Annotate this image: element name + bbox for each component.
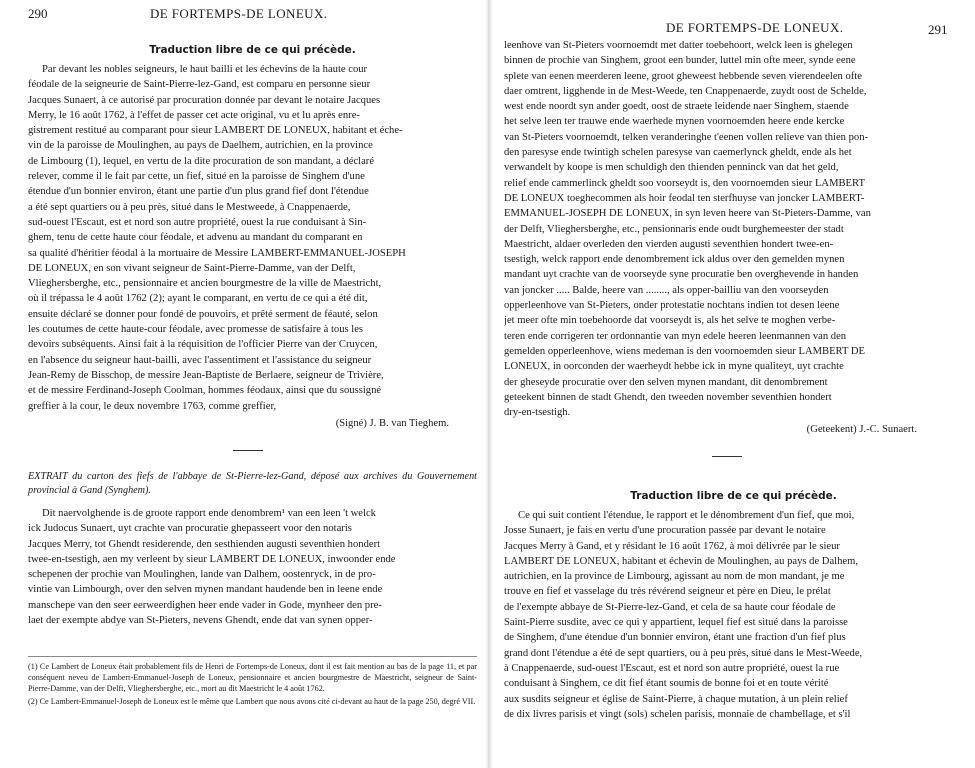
- left-running-head: DE FORTEMPS-DE LONEUX.: [150, 6, 328, 21]
- left-paragraph-1-line: les coutumes de cette haute-cour féodale, avec promesse de satisfaire à tous les: [28, 324, 364, 336]
- left-paragraph-2-line: schepenen der prochie van Moulinghen, lande van Dalhem, oostenryck, in de pro-: [28, 569, 376, 581]
- left-paragraph-1-line: DE LONEUX, en son vivant seigneur de Saint-Pierre-Damme, van der Delft,: [28, 262, 356, 274]
- left-paragraph-1-line: et de messire Ferdinand-Joseph Coolman, hommes féodaux, ainsi que du soussigné: [28, 385, 382, 397]
- right-paragraph-2-line: aux susdits seigneur et église de Saint-Pierre, à chaque mutation, à un plein relief: [504, 693, 848, 705]
- section-divider-right: [712, 456, 742, 457]
- left-paragraph-1-line: Par devant les nobles seigneurs, le haut bailli et les échevins de la haute cour: [42, 64, 368, 75]
- right-paragraph-2-line: de dix livres parisis et vingt (sols) schelen parisis, monnaie de chambellage, et s'il: [504, 708, 851, 720]
- left-paragraph-2-line: manschepe van den seer eerweerdighen heer ende vader in Gode, mynheer den pre-: [28, 599, 382, 611]
- extract-title: EXTRAIT du carton des fiefs de l'abbaye de St-Pierre-lez-Gand, déposé aux archives du Gouvernement provincial à Gand (Synghem).: [28, 471, 477, 496]
- left-paragraph-2: [28, 506, 477, 628]
- footnote-rule: [28, 656, 477, 657]
- right-paragraph-2-line: Jacques Merry à Gand, et y résidant le 16 août 1762, à moi délivrée par le sieur: [504, 540, 840, 552]
- left-paragraph-1-line: étendue d'un bonnier environ, étant une partie d'un plus grand fief dont l'étendue: [28, 186, 369, 198]
- right-paragraph-1-line: tsestigh, welck rapport ende denombrement ick aldus over den gemelden mynen: [504, 254, 845, 266]
- right-paragraph-1-line: binnen de prochie van Singhem, groot een bunder, luttel min ofte meer, synde eene: [504, 55, 856, 67]
- right-paragraph-2-line: Ce qui suit contient l'étendue, le rapport et le dénombrement d'un fief, que moi,: [518, 510, 855, 521]
- left-paragraph-1-line: féodale de la seigneurie de Saint-Pierre-lez-Gand, est comparu en personne sieur: [28, 79, 371, 91]
- right-paragraph-2-line: Saint-Pierre susdite, avec ce qui y appartient, lequel fief est situé dans la paroisse: [504, 617, 848, 629]
- left-paragraph-1-line: Jacques Sunaert, à ce autorisé par procuration donnée par devant le notaire Jacques: [28, 94, 381, 106]
- right-paragraph-1-line: EMMANUEL-JOSEPH DE LONEUX, in syn leven heere van St-Pieters-Damme, van: [504, 208, 871, 220]
- right-paragraph-1-line: der Delft, Vlieghersberghe, etc., pensionnaris ende oudt burghemeester der stadt: [504, 223, 844, 235]
- right-paragraph-1-line: van joncker ..... Balde, heere van ........, als opper-bailliu van den voorseyden: [504, 284, 829, 296]
- left-paragraph-1-line: a été sept quartiers ou à peu près, situé dans le Mestweede, à Cnappenaerde,: [28, 201, 351, 213]
- left-page-number: 290: [28, 6, 48, 21]
- left-paragraph-1-line: ghem, tenu de cette haute cour féodale, et advenu au mandant du comparant en: [28, 232, 363, 244]
- right-paragraph-1-line: relief ende cammerlinck gheldt soo voorseydt is, den voornoemden sieur LAMBERT: [504, 177, 865, 189]
- right-paragraph-2-line: trouve en fief et vasselage du très révérend seigneur et père en Dieu, le prélat: [504, 586, 831, 598]
- left-page: [0, 0, 487, 768]
- left-paragraph-1-line: où il trépassa le 4 août 1762 (2); ayant le comparant, en vertu de ce qui a été dit,: [28, 293, 368, 305]
- right-paragraph-1-line: teren ende corrigeren ter ordonnantie van myn edele heeren leenmannen van den: [504, 330, 847, 342]
- right-paragraph-1-line: daer omtrent, ligghende in de Mest-Weede, ten Cnappenaerde, zuydt oost de Schelde,: [504, 85, 867, 97]
- right-paragraph-1-line: het selve leen ter trauwe ende waerhede mynen voornoemden heere ende kercke: [504, 116, 845, 128]
- section-divider: [233, 450, 263, 451]
- right-paragraph-1-line: jet meer ofte min toebehoorde dat voorseydt is, als het selve te moghen verbe-: [504, 315, 836, 327]
- right-paragraph-1-line: van St-Pieters voornoemdt, telken veranderinghe t'eenen vollen relieve van thien pon-: [504, 131, 869, 143]
- right-paragraph-2-line: LAMBERT DE LONEUX, habitant et échevin de Moulinghen, au pays de Dalhem,: [504, 555, 858, 567]
- left-paragraph-2-line: ick Judocus Sunaert, uyt crachte van procuratie ghepasseert voor den notaris: [28, 523, 352, 535]
- right-subheading: Traduction libre de ce qui précède.: [630, 490, 837, 502]
- right-paragraph-2-line: de l'exempte abbaye de St-Pierre-lez-Gand, et cela de sa haute cour féodale de: [504, 601, 836, 613]
- right-paragraph-2-line: Josse Sunaert, je fais en vertu d'une procuration passée par devant le notaire: [504, 525, 826, 537]
- right-paragraph-1-line: LONEUX, in oorconden der waerheydt hebbe ick in myne qualiteyt, uyt crachte: [504, 361, 844, 373]
- left-paragraph-2-line: Dit naervolghende is de groote rapport ende denombrem¹ van een leen 't welck: [42, 508, 376, 519]
- left-paragraph-1-line: greffier à la cour, le deux novembre 1763, comme greffier,: [28, 400, 277, 412]
- right-paragraph-1-line: der gheseyde procuratie over den selven mynen mandant, dit denombrement: [504, 376, 828, 388]
- footnotes: [28, 656, 477, 707]
- left-paragraph-2-line: laet der exempte abdye van St-Pieters, nevens Ghendt, ende dat van synen opper-: [28, 615, 373, 627]
- left-paragraph-1-line: relever, comme il le fait par cette, un fief, situé en la paroisse de Singhem d'une: [28, 171, 365, 183]
- right-paragraph-1-line: splete van eenen meerderen leene, groot gheweest hebbende seven vierendeelen ofte: [504, 70, 862, 82]
- left-paragraph-1-line: de Limbourg (1), lequel, en vertu de la dite procuration de son mandant, a déclaré: [28, 155, 375, 167]
- right-signature: (Geteekent) J.-C. Sunaert.: [806, 424, 917, 435]
- left-paragraph-1: [28, 62, 477, 414]
- left-paragraph-1-line: Vlieghersberghe, etc., pensionnaire et ancien bourgmestre de la ville de Maestricht,: [28, 278, 382, 290]
- right-page-number: 291: [928, 22, 948, 37]
- right-paragraph-2-line: de Singhem, d'une étendue d'un bonnier environ, étant une fraction d'un fief plus: [504, 632, 846, 644]
- left-paragraph-1-line: Jean-Remy de Bisschop, de messire Jean-Baptiste de Berlaere, seigneur de Trivière,: [28, 369, 384, 381]
- left-paragraph-1-line: Merry, le 16 août 1762, à l'effet de passer cet acte original, vu et lu après enre-: [28, 109, 360, 121]
- right-paragraph-2-line: à Cnappenaerde, sud-ouest l'Escaut, est et nord son autre propriété, ouest la rue: [504, 662, 840, 674]
- left-paragraph-2-line: vintie van Limbourgh, over den selven mynen mandant haudende ben in leene ende: [28, 584, 383, 596]
- left-paragraph-1-line: en l'absence du seigneur haut-bailli, avec l'assentiment et l'assistance du seigneur: [28, 354, 372, 366]
- left-paragraph-1-line: sud-ouest l'Escaut, est et nord son autre propriété, ouest la rue conduisant à Sin-: [28, 216, 367, 228]
- right-paragraph-1-line: gemelden opperleenhove, wiens medeman is den voornoemden sieur LAMBERT DE: [504, 345, 866, 357]
- right-paragraph-2-line: autrichien, en la province de Limbourg, agissant au nom de mon mandant, je me: [504, 571, 845, 583]
- right-paragraph-1-line: verwandelt by koope is men schuldigh den thienden penninck van dat het geld,: [504, 162, 839, 174]
- left-paragraph-1-line: ensuite déclaré se donner pour fondé de pouvoirs, et prêté serment de féauté, selon: [28, 308, 378, 320]
- left-signature: (Signé) J. B. van Tieghem.: [335, 418, 449, 429]
- right-paragraph-1-line: DE LONEUX toeghecommen als hoir feodal ten sterfhuyse van joncker LAMBERT-: [504, 192, 865, 204]
- right-paragraph-1-line: den paresyse ende twintigh schelen paresyse van caemerlynck gheldt, ende als het: [504, 147, 852, 159]
- right-paragraph-1-line: mandant uyt crachte van de voorseyde syne procuratie ben overghevende in handen: [504, 269, 859, 281]
- right-paragraph-1: [504, 38, 963, 420]
- left-subheading: Traduction libre de ce qui précède.: [149, 44, 356, 56]
- right-paragraph-2-line: grand dont l'étendue a été de sept quartiers, ou à peu près, situé dans le Mest-Weede,: [504, 647, 863, 659]
- right-paragraph-1-line: leenhove van St-Pieters voornoemdt met datter toebehoort, welck leen is ghelegen: [504, 40, 853, 51]
- right-paragraph-1-line: opperleenhove van St-Pieters, onder protestatie nochtans indien tot desen leene: [504, 300, 840, 312]
- footnote-1: (1) Ce Lambert de Loneux était probablement fils de Henri de Fortemps-de Loneux, dont il est fait mention au bas de la page 11, et par conséquent neveu de Lambert-Emmanuel-Joseph de Loneux, pensionnaire et ancien bourgmestre de Maestricht, seigneur de Saint-Pierre-Damme, van der Delft, Vlieghersberghe, etc., mort au dit Maestricht le 4 août 1762.: [28, 662, 477, 693]
- right-running-head: DE FORTEMPS-DE LONEUX.: [666, 20, 844, 35]
- right-paragraph-1-line: dry-en-tsestigh.: [504, 407, 571, 419]
- right-paragraph-1-line: Maestricht, aldaer overleden den vierden augusti seventhien hondert twee-en-: [504, 238, 834, 250]
- right-page: [490, 0, 975, 768]
- right-paragraph-1-line: west ende noordt syn ander goedt, oost de straete leidende naer Singhem, staende: [504, 101, 849, 113]
- left-paragraph-2-line: Jacques Merry, tot Ghendt residerende, den sesthienden augusti seventhien hondert: [28, 538, 381, 550]
- footnote-2: (2) Ce Lambert-Emmanuel-Joseph de Loneux est le même que Lambert que nous avons cité ci-devant au haut de la page 250, degré VII.: [28, 697, 476, 706]
- right-paragraph-2: [504, 508, 963, 722]
- right-paragraph-1-line: geteekent binnen de stadt Ghendt, den tweeden november seventhien hondert: [504, 391, 832, 403]
- right-paragraph-2-line: conduisant à Singhem, ce dit fief étant soumis de bonne foi et en toute vérité: [504, 678, 829, 690]
- left-paragraph-1-line: gistrement restitué au comparant pour sieur LAMBERT DE LONEUX, habitant et éche-: [28, 125, 403, 137]
- left-paragraph-2-line: twee-en-tsestigh, aen my verleent by sieur LAMBERT DE LONEUX, inwoonder ende: [28, 553, 396, 565]
- left-paragraph-1-line: sa qualité d'héritier féodal à la mortuaire de Messire LAMBERT-EMMANUEL-JOSEPH: [28, 247, 406, 259]
- left-paragraph-1-line: vin de la paroisse de Moulinghen, au pays de Daelhem, autrichien, en la province: [28, 140, 373, 152]
- left-paragraph-1-line: devoirs subséquents. Ainsi fait à la réquisition de l'officier Pierre van der Cruycen,: [28, 339, 378, 351]
